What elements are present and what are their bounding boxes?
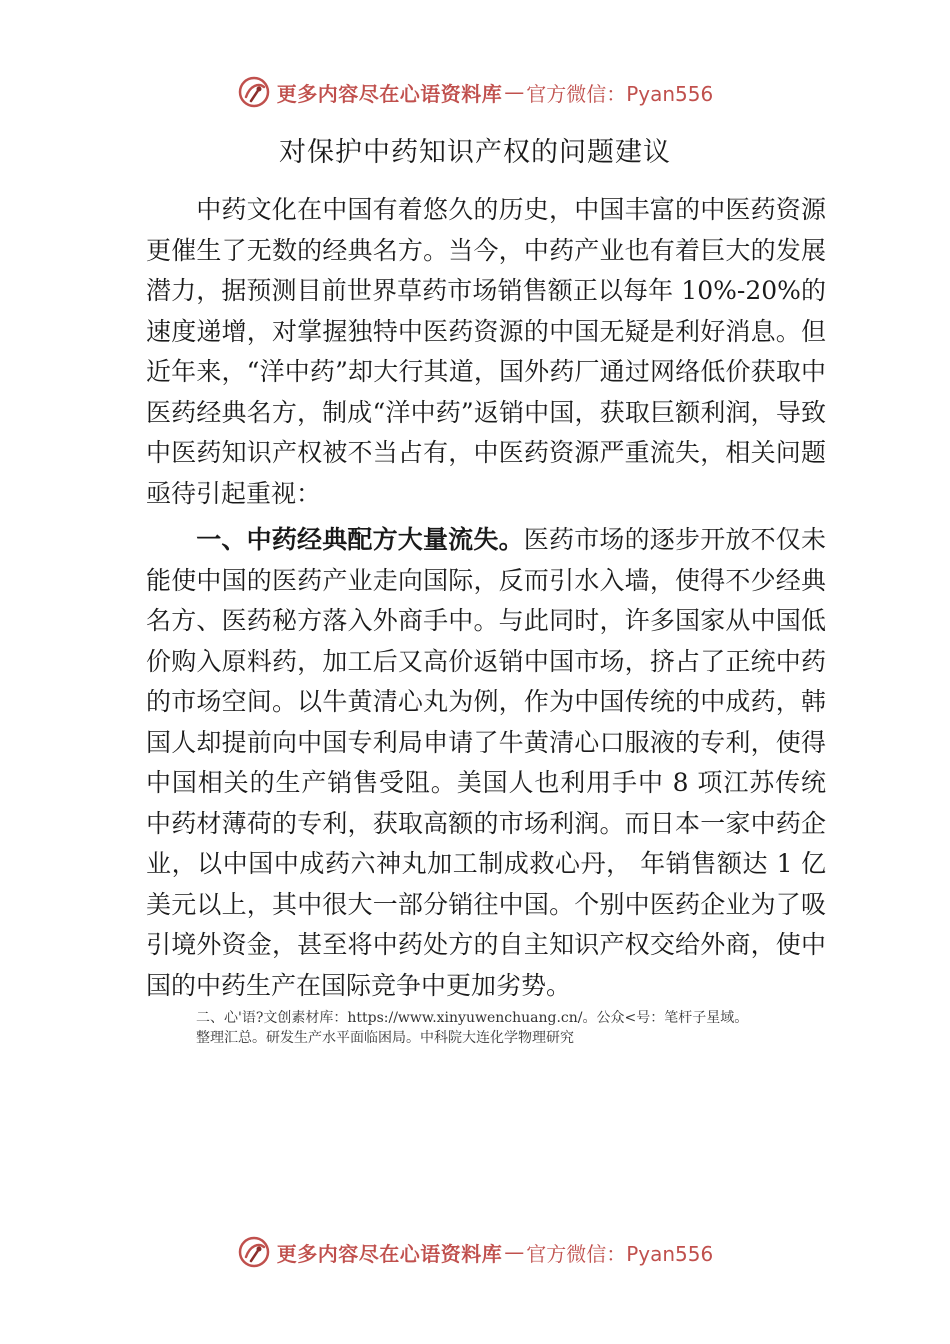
paragraph-section-1 <box>146 520 826 1006</box>
banner-separator: — <box>504 80 525 104</box>
section-1-text: 医药市场的逐步开放不仅未能使中国的医药产业走向国际，反而引水入墙，使得不少经典名方、医药秘方落入外商手中。与此同时，许多国家从中国低价购入原料药，加工后又高价返销中国市场，挤占了正统中药的市场空间。以牛黄清心丸为例，作为中国传统的中成药，韩国人却提前向中国专利局申请了牛黄清心口服液的专利，使得中国相关的生产销售受阻。美国人也利用手中 8 项江苏传统中药材薄荷的专利，获取高额的市场利润。而日本一家中药企业，以中国中成药六神丸加工制成救心丹， 年销售额达 1 亿美元以上，其中很大一部分销往中国。个别中医药企业为了吸引境外资金，甚至将中药处方的自主知识产权交给外商，使中国的中药生产在国际竞争中更加劣势。 <box>146 525 826 1000</box>
footer-banner-wechat: 官方微信：Pyan556 <box>526 1241 714 1266</box>
banner-wechat: 官方微信：Pyan556 <box>526 81 714 106</box>
paragraph-intro-text: 中药文化在中国有着悠久的历史，中国丰富的中医药资源更催生了无数的经典名方。当今，中药产业也有着巨大的发展潜力，据预测目前世界草药市场销售额正以每年 10%-20%的速度递增，对掌握独特中医药资源的中国无疑是利好消息。但近年来，“洋中药”却大行其道，国外药厂通过网络低价获取中医药经典名方，制成“洋中药”返销中国，获取巨额利润，导致中医药知识产权被不当占有，中医药资源严重流失，相关问题亟待引起重视： <box>146 195 826 508</box>
logo-icon <box>237 1235 271 1269</box>
header-banner <box>0 72 950 112</box>
document-title: 对保护中药知识产权的问题建议 <box>279 137 671 168</box>
paragraph-intro <box>146 190 826 514</box>
footer-banner <box>0 1232 950 1272</box>
footer-banner-separator: — <box>504 1240 525 1264</box>
footnote-line-1: 二、心'语?文创素材库：https://www.xinyuwenchuang.cn/。公众<号：笔杆子星域。 <box>196 1010 749 1026</box>
banner-title: 更多内容尽在心语资料库 <box>276 81 503 106</box>
footer-banner-title: 更多内容尽在心语资料库 <box>276 1241 503 1266</box>
logo-icon <box>237 75 271 109</box>
footnote <box>196 1008 896 1048</box>
section-1-heading: 一、中药经典配方大量流失。 <box>196 525 524 554</box>
footnote-line-2: 整理汇总。研发生产水平面临困局。中科院大连化学物理研究 <box>196 1030 574 1046</box>
